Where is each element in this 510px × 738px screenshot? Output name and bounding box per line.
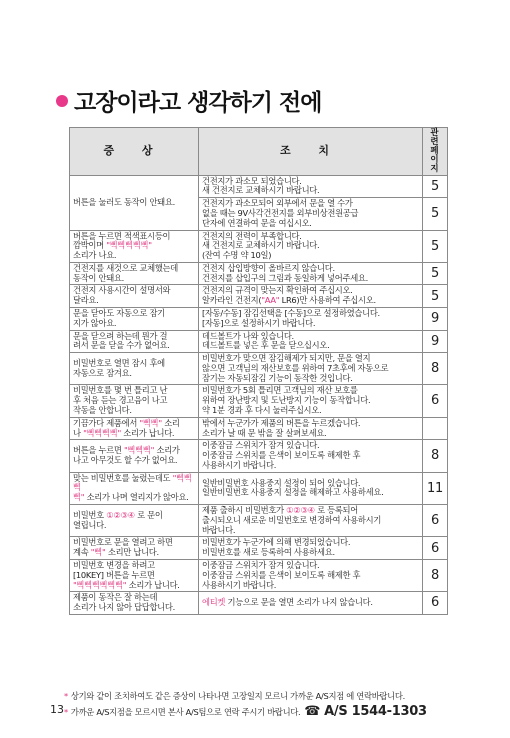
as-phone-number: A/S 1544-1303 — [324, 703, 427, 719]
table-row — [70, 285, 448, 308]
action-line: 건전지가 과소모되어 외부에서 문을 열 수가 — [202, 198, 353, 209]
symptom-line: 소리가 나요. — [73, 250, 117, 261]
symptom-line: 문을 닫아도 자동으로 잠기 — [73, 307, 165, 318]
action-line: 새 건전지로 교체하시기 바랍니다. — [202, 185, 320, 196]
symptom-line: 제품이 동작은 잘 하는데 — [73, 592, 158, 603]
header-page-line1: 관 련 — [430, 128, 440, 147]
action-line: 데드볼트를 넣은 후 문을 닫으십시오. — [202, 340, 330, 351]
action-cell — [199, 262, 423, 285]
page-ref-cell: 11 — [423, 472, 448, 504]
symptom-line: 비밀번호 변경을 하려고 — [73, 559, 155, 570]
action-cell — [199, 330, 423, 353]
action-cell — [199, 175, 423, 198]
asterisk-icon: * — [64, 691, 68, 701]
symptom-cell — [70, 285, 199, 308]
symptom-cell — [70, 417, 199, 440]
page-ref-cell: 9 — [423, 330, 448, 353]
note-text: 상기와 같이 조치하여도 같은 증상이 나타나면 고장일지 모르니 가까운 A/S지점 에 연락바랍니다. — [70, 691, 405, 701]
page-ref-cell — [423, 417, 448, 440]
symptom-line: 자동으로 잠겨요. — [73, 367, 132, 378]
symptom-line: 기끔가다 제품에서 "삑삑" 소리 — [73, 417, 180, 428]
action-line: 건전지를 삽입구의 그림과 동일하게 넣어주세요. — [202, 272, 368, 283]
action-line: 이중잠금 스위치가 잠겨 있습니다. — [202, 559, 320, 570]
action-cell — [199, 559, 423, 591]
action-line: 없을 때는 9V사각건전지를 외부비상전원공급 — [202, 207, 359, 218]
symptom-cell — [70, 505, 199, 537]
symptom-cell — [70, 559, 199, 591]
table-row — [70, 385, 448, 417]
symptom-line: 비밀번호로 열면 잠시 후에 — [73, 358, 165, 368]
symptom-line: 삑" 소리가 나며 열리지가 않아요. — [73, 492, 189, 503]
symptom-line: 버튼을 누르면 "삑삑삑" 소리가 — [73, 445, 180, 456]
symptom-line: 문을 닫으려 하는데 뭔가 걸 — [73, 330, 168, 341]
table-row — [70, 417, 448, 440]
symptom-cell — [70, 472, 199, 504]
table-row — [70, 440, 448, 472]
action-cell — [199, 385, 423, 417]
action-line: 건전지 삽입방향이 올바르지 않습니다. — [202, 262, 335, 273]
page-number: 13 — [50, 703, 64, 716]
page-ref-cell: 9 — [423, 307, 448, 330]
symptom-line: 계속 "삑" 소리만 납니다. — [73, 547, 159, 558]
symptom-cell — [70, 330, 199, 353]
action-line: 새 건전지로 교체하시기 바랍니다. — [202, 240, 320, 251]
symptom-line: 맞는 비밀번호를 눌렀는데도 "삑삑삑 — [73, 472, 192, 493]
symptom-line: "삑삑삑삑삑삑" 소리가 납니다. — [73, 579, 180, 590]
footer-notes — [64, 691, 427, 721]
page-title: 고장이라고 생각하기 전에 — [74, 90, 322, 116]
page-ref-cell: 6 — [423, 537, 448, 560]
action-line: 바랍니다. — [202, 524, 236, 535]
note-line — [64, 703, 427, 721]
header-page — [423, 128, 448, 176]
action-line: 데드볼트가 나와 있습니다. — [202, 330, 294, 341]
symptom-line: 후 처음 듣는 경고음이 나고 — [73, 395, 168, 406]
asterisk-icon: * — [64, 706, 68, 717]
action-line: 이중잠금 스위치를 은색이 보이도록 해제한 후 — [202, 450, 361, 461]
page-ref-cell: 8 — [423, 559, 448, 591]
note-line — [64, 691, 427, 703]
action-line: 비밀번호가 맞으면 잠김해제가 되지만, 문을 열지 — [202, 353, 371, 364]
page-ref-cell: 8 — [423, 440, 448, 472]
action-cell — [199, 307, 423, 330]
symptom-line: 비밀번호 ①②③④ 로 문이 — [73, 509, 163, 520]
page-ref-cell: 5 — [423, 175, 448, 198]
action-cell — [199, 440, 423, 472]
action-line: 잠기는 자동되잠김 기능이 동작한 것입니다. — [202, 372, 353, 383]
action-cell — [199, 285, 423, 308]
action-cell — [199, 198, 423, 230]
action-line: 건전지의 전력이 부족합니다. — [202, 230, 302, 241]
table-row — [70, 537, 448, 560]
table-row — [70, 505, 448, 537]
table-row — [70, 175, 448, 198]
action-line: 건전지의 규격이 맞는지 확인하여 주십시오. — [202, 285, 353, 296]
page-ref-cell: 5 — [423, 198, 448, 230]
symptom-line: [10KEY] 버튼을 누르면 — [73, 569, 155, 580]
action-line: [자동/수동] 잠김선택을 [수동]으로 설정하였습니다. — [202, 307, 380, 318]
action-line: 밖에서 누군가가 제품의 버튼을 누르겠습니다. — [202, 417, 361, 428]
symptom-line: 건전지를 새것으로 교체했는데 — [73, 262, 178, 273]
action-line: 단자에 연결하여 문을 여십시오. — [202, 217, 312, 228]
note-text: 가까운 A/S지점을 모르시면 본사 A/S팀으로 연락 주시기 바랍니다. — [70, 706, 301, 717]
symptom-line: 나고 아무것도 할 수가 없어요. — [73, 455, 178, 466]
page-ref-cell: 5 — [423, 230, 448, 262]
symptom-line: 열립니다. — [73, 519, 107, 530]
action-line: 소리가 날 때 문 밖을 잘 살펴보세요. — [202, 427, 327, 438]
symptom-line: 소리가 나지 않아 답답합니다. — [73, 602, 175, 613]
action-line: 제품 출하시 비밀번호가 ①②③④ 로 등록되어 — [202, 505, 358, 516]
page-ref-cell: 8 — [423, 353, 448, 385]
action-line: 출시되오니 새로운 비밀번호로 변경하여 사용하시기 — [202, 514, 382, 525]
action-cell — [199, 537, 423, 560]
header-page-line2: 페이지 — [430, 145, 440, 174]
action-line: 건전지가 과소모 되었습니다. — [202, 175, 302, 186]
page-ref-cell: 6 — [423, 385, 448, 417]
header-symptom: 증 상 — [70, 128, 199, 176]
action-line: 비밀번호가 누군가에 의해 변경되었습니다. — [202, 537, 351, 548]
table-row — [70, 330, 448, 353]
page-ref-cell: 6 — [423, 505, 448, 537]
action-cell — [199, 472, 423, 504]
symptom-line: 달라요. — [73, 295, 99, 306]
symptom-line: 건전지 사용시간이 설명서와 — [73, 285, 171, 296]
table-row — [70, 353, 448, 385]
action-cell — [199, 592, 423, 615]
symptom-line: 비밀번호로 문을 열려고 하면 — [73, 537, 173, 548]
action-cell — [199, 230, 423, 262]
symptom-cell — [70, 537, 199, 560]
page-ref-cell: 5 — [423, 262, 448, 285]
symptom-line: 작동을 안합니다. — [73, 405, 132, 416]
symptom-cell — [70, 262, 199, 285]
symptom-line: 버튼을 눌러도 동작이 안돼요. — [73, 196, 175, 207]
action-line: 위하여 장난방지 및 도난방지 기능이 동작합니다. — [202, 395, 371, 406]
bullet-dot-icon — [56, 95, 68, 107]
symptom-line: 동작이 안돼요. — [73, 272, 124, 283]
action-cell — [199, 353, 423, 385]
action-line: 않으면 고객님의 재산보호를 위하여 7초후에 자동으로 — [202, 362, 389, 373]
table-row — [70, 307, 448, 330]
action-line: 에티켓 기능으로 문을 열면 소리가 나지 않습니다. — [202, 597, 373, 608]
symptom-line: 깜박이며 "삑삑삑삑삑" — [73, 240, 152, 251]
table-row — [70, 592, 448, 615]
symptom-cell — [70, 307, 199, 330]
action-line: 약 1분 경과 후 다시 눌러주십시오. — [202, 405, 322, 416]
symptom-line: 나 "삑삑삑삑" 소리가 납니다. — [73, 427, 175, 438]
table-row — [70, 262, 448, 285]
action-line: 알카라인 건전지("AA" LR6)만 사용하여 주십시오. — [202, 295, 376, 306]
symptom-cell — [70, 592, 199, 615]
action-line: 이중잠금 스위치를 은색이 보이도록 해제한 후 — [202, 569, 361, 580]
symptom-cell — [70, 353, 199, 385]
header-action: 조 치 — [199, 128, 423, 176]
action-line: 일반비밀번호 사용중지 설정을 해제하고 사용하세요. — [202, 487, 384, 498]
action-line: (잔여 수명 약 10일) — [202, 250, 272, 261]
symptom-cell — [70, 175, 199, 230]
action-cell — [199, 417, 423, 440]
page-ref-cell: 5 — [423, 285, 448, 308]
table-row — [70, 472, 448, 504]
symptom-line: 비밀번호를 몇 번 틀리고 난 — [73, 385, 168, 396]
table-row — [70, 559, 448, 591]
symptom-cell — [70, 385, 199, 417]
symptom-cell — [70, 440, 199, 472]
symptom-line: 지가 않아요. — [73, 317, 117, 328]
action-line: 사용하시기 바랍니다. — [202, 579, 277, 590]
symptom-cell — [70, 230, 199, 262]
symptom-line: 려서 문을 닫을 수가 없어요. — [73, 340, 170, 351]
symptom-line: 버튼을 누르면 적색표시등이 — [73, 230, 171, 241]
action-line: 비밀번호를 새로 등록하여 사용하세요. — [202, 547, 335, 558]
action-line: [자동]으로 설정하시기 바랍니다. — [202, 317, 316, 328]
troubleshooting-table — [69, 127, 448, 615]
action-cell — [199, 505, 423, 537]
title-block — [56, 84, 321, 117]
action-line: 이중잠금 스위치가 잠겨 있습니다. — [202, 440, 320, 451]
phone-icon: ☎ — [300, 703, 321, 719]
action-line: 비밀번호가 5회 틀리면 고객님의 재산 보호를 — [202, 385, 358, 396]
action-line: 일반비밀번호 사용중지 설정이 되어 있습니다. — [202, 477, 361, 488]
action-line: 사용하시기 바랍니다. — [202, 459, 277, 470]
table-header-row — [70, 128, 448, 176]
page-ref-cell: 6 — [423, 592, 448, 615]
table-row — [70, 230, 448, 262]
